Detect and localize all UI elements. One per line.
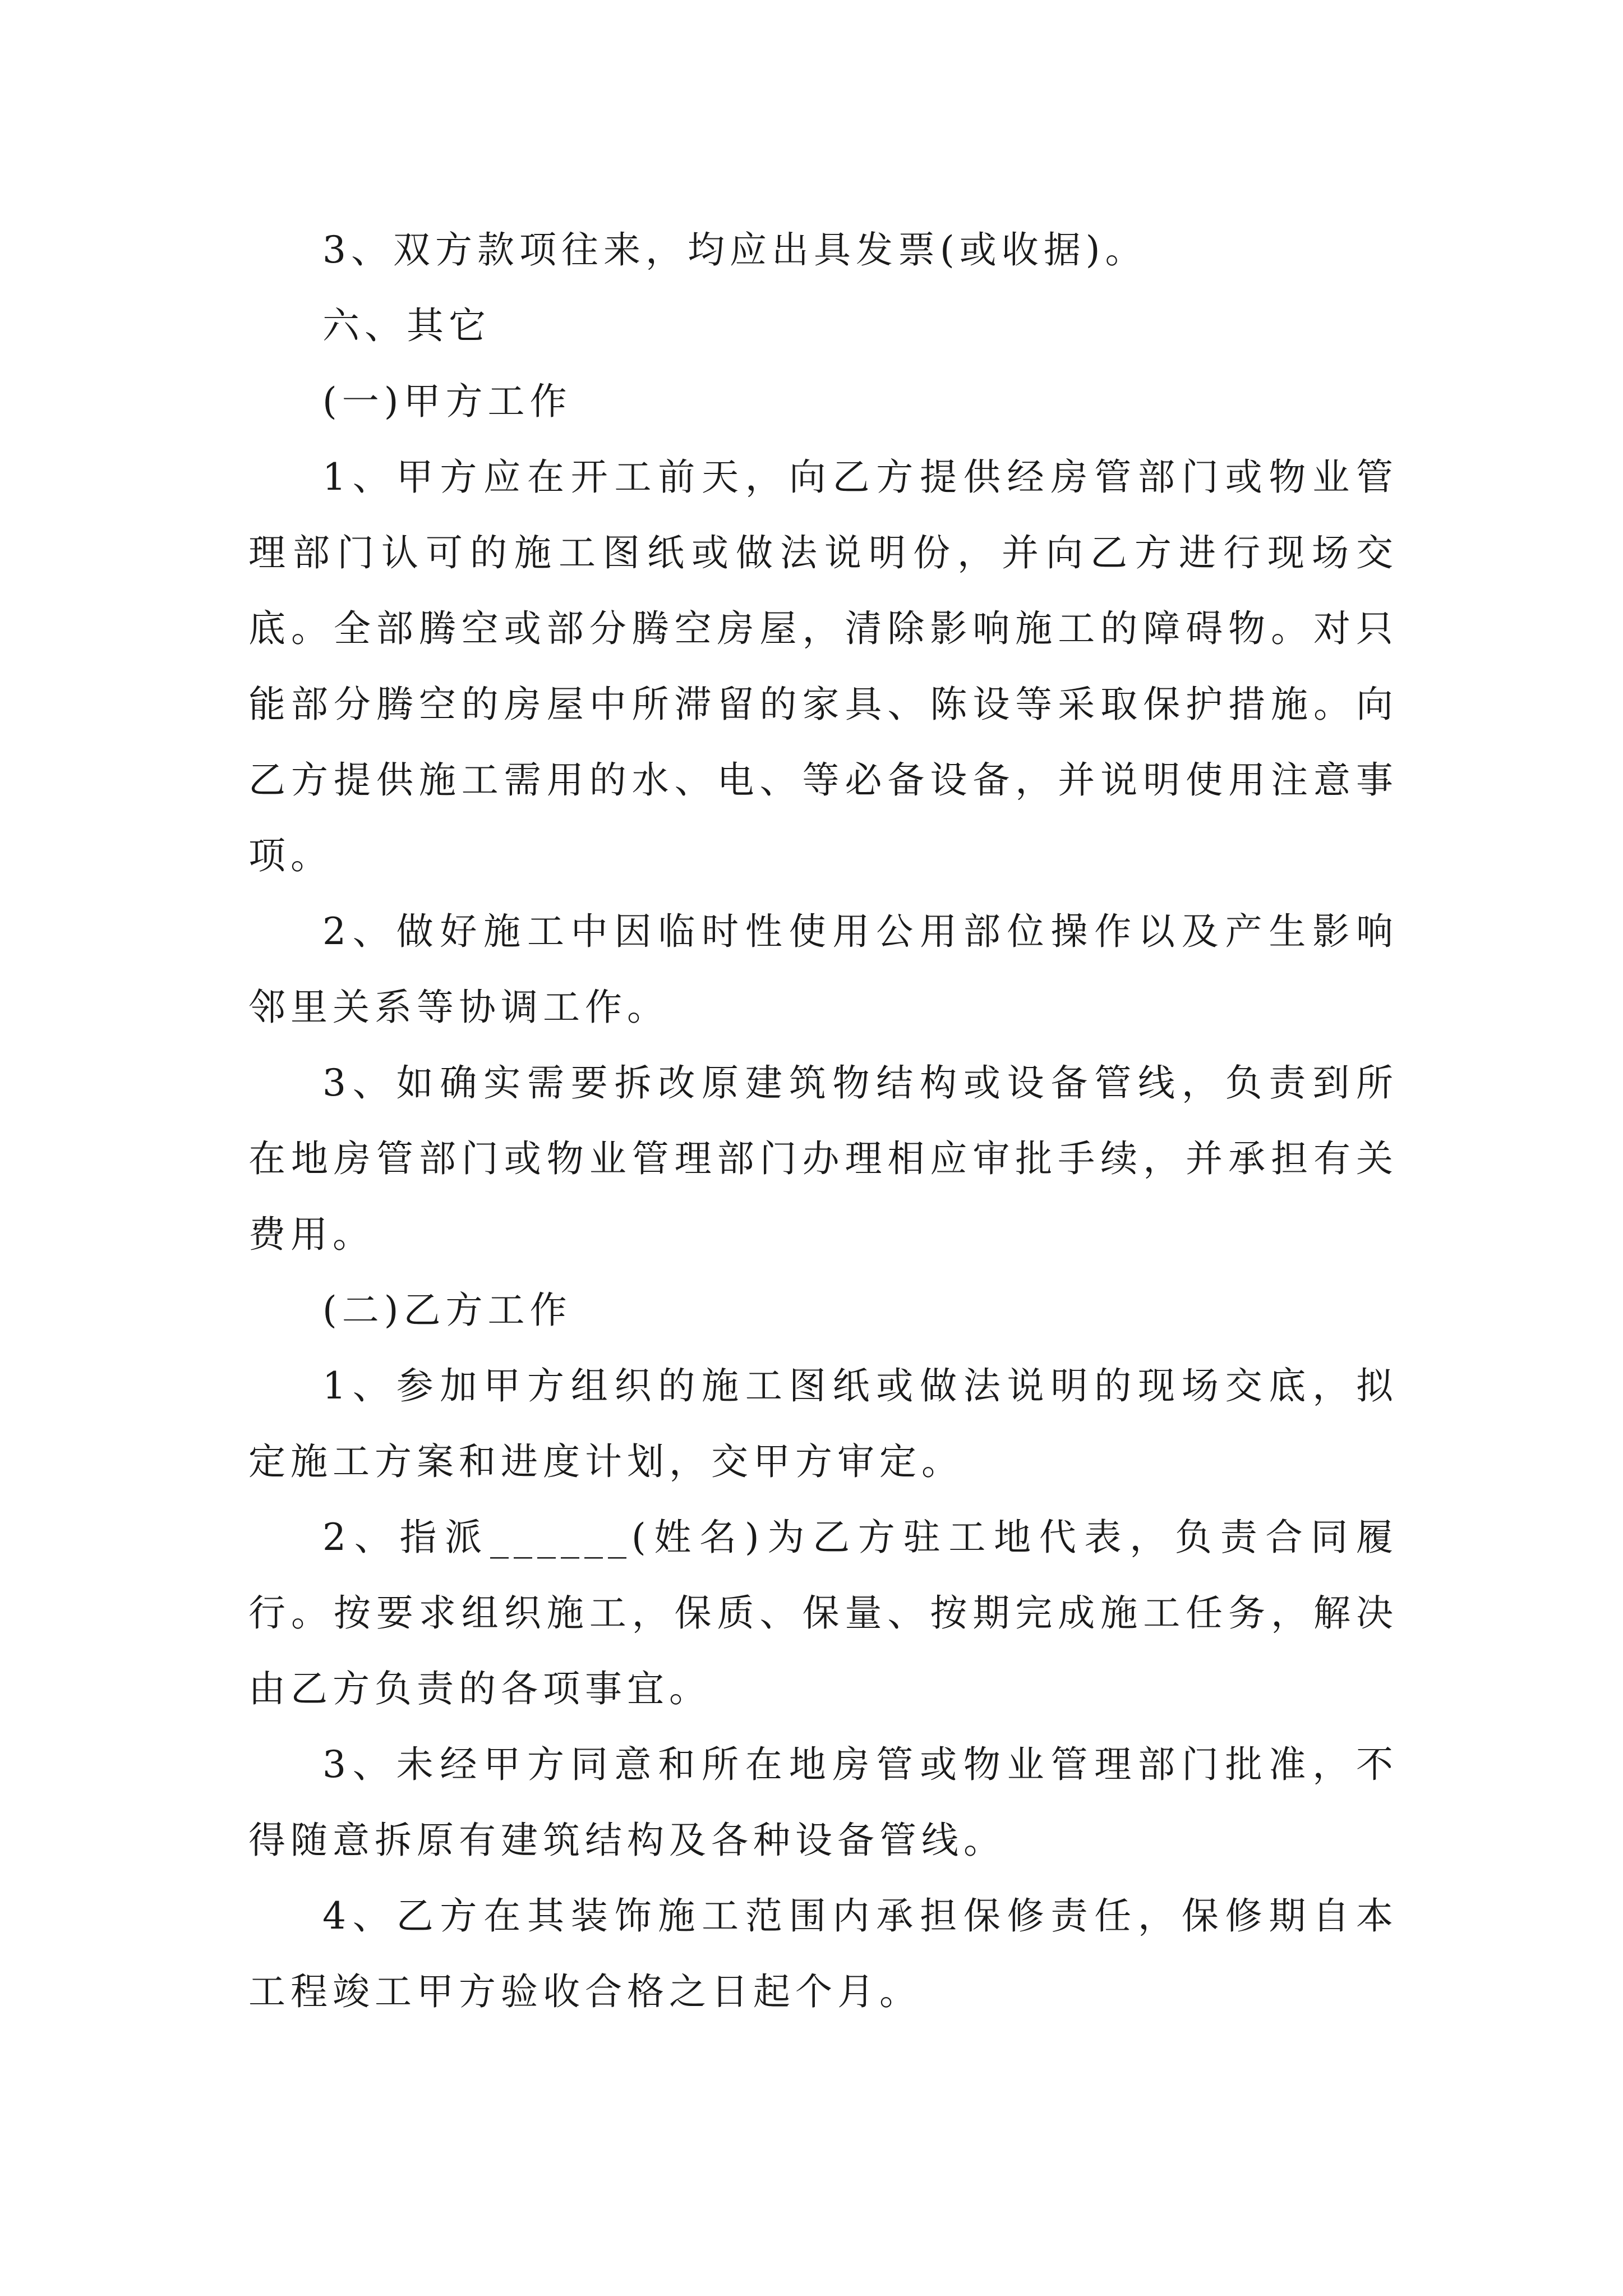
paragraph-party-b-item-3: 3、未经甲方同意和所在地房管或物业管理部门批准，不得随意拆原有建筑结构及各种设备管线。	[248, 1743, 1398, 1862]
document-body	[248, 212, 1398, 2030]
paragraph-party-a-item-1: 1、甲方应在开工前天，向乙方提供经房管部门或物业管理部门认可的施工图纸或做法说明份，并向乙方进行现场交底。全部腾空或部分腾空房屋，清除影响施工的障碍物。对只能部分腾空的房屋中所滞留的家具、陈设等采取保护措施。向乙方提供施工需用的水、电、等必备设备，并说明使用注意事项。	[248, 455, 1398, 877]
paragraph-payment-invoice: 3、双方款项往来，均应出具发票(或收据)。	[322, 228, 1147, 272]
section-heading-other: 六、其它	[322, 304, 491, 347]
subsection-heading-party-b: (二)乙方工作	[322, 1289, 572, 1332]
paragraph-party-b-item-4: 4、乙方在其装饰施工范围内承担保修责任，保修期自本工程竣工甲方验收合格之日起个月。	[248, 1894, 1398, 2013]
paragraph-party-a-item-3: 3、如确实需要拆改原建筑物结构或设备管线，负责到所在地房管部门或物业管理部门办理相应审批手续，并承担有关费用。	[248, 1061, 1398, 1256]
paragraph-party-b-item-1: 1、参加甲方组织的施工图纸或做法说明的现场交底，拟定施工方案和进度计划，交甲方审定。	[248, 1364, 1398, 1483]
paragraph-party-a-item-2: 2、做好施工中因临时性使用公用部位操作以及产生影响邻里关系等协调工作。	[248, 910, 1398, 1029]
paragraph-party-b-item-2: 2、指派______(姓名)为乙方驻工地代表，负责合同履行。按要求组织施工，保质、保量、按期完成施工任务，解决由乙方负责的各项事宜。	[248, 1516, 1398, 1710]
subsection-heading-party-a: (一)甲方工作	[322, 380, 572, 423]
